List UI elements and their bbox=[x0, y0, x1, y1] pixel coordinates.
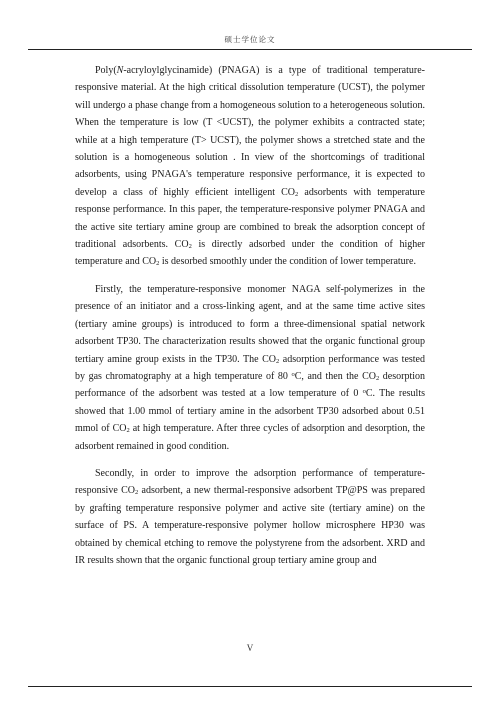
superscript: o bbox=[291, 370, 295, 378]
text-run: at high temperature. After three cycles of adsorption and desorption, the adsorbent remained in good condition. bbox=[75, 423, 425, 452]
subscript: 2 bbox=[275, 357, 280, 365]
page-number: V bbox=[246, 643, 254, 653]
subscript: 2 bbox=[295, 190, 299, 198]
footer-rule bbox=[28, 686, 472, 687]
paragraph bbox=[75, 62, 425, 271]
subscript: 2 bbox=[156, 260, 160, 268]
header-rule bbox=[28, 49, 472, 50]
subscript: 2 bbox=[188, 243, 192, 251]
text-run: Poly( bbox=[95, 65, 117, 76]
text-run: C. The results showed that 1.00 mmol of tertiary amine in the adsorbent TP30 adsorbed about 0.51 mmol of CO bbox=[75, 388, 425, 435]
subscript: 2 bbox=[126, 427, 130, 435]
running-header: 硕士学位论文 bbox=[224, 35, 276, 44]
text-run: Firstly, the temperature-responsive monomer NAGA self-polymerizes in the presence of an initiator and a cross-linking agent, and at the same time active sites (tertiary amine groups) is introduced to form a three-dimensional spatial network adsorbent TP30. The characterization results showed that the organic functional group tertiary amine group exists in the TP30. The CO bbox=[75, 283, 425, 365]
text-run: C, and then the CO bbox=[294, 370, 376, 382]
text-run: N bbox=[116, 65, 124, 76]
text-run: desorption performance of the adsorbent was tested at a low temperature of 0 bbox=[75, 370, 426, 400]
text-run: adsorption performance was tested by gas chromatography at a high temperature of 80 bbox=[75, 353, 425, 382]
subscript: 2 bbox=[134, 489, 139, 497]
text-run: is directly adsorbed under the condition of higher temperature and CO bbox=[75, 239, 425, 268]
text-run: adsorbent, a new thermal-responsive adsorbent TP@PS was prepared by grafting temperature responsive polymer and active site (tertiary amine) on the surface of PS. A temperature-responsive polymer hollow microsphere HP30 was obtained by chemical etching to remove the polystyrene from the adsorbent. XRD and IR results shown that the organic functional group tertiary amine group and bbox=[75, 485, 425, 566]
subscript: 2 bbox=[375, 374, 380, 382]
paragraph bbox=[75, 281, 425, 455]
text-run: is desorbed smoothly under the condition of lower temperature. bbox=[159, 256, 416, 268]
text-run: -acryloylglycinamide) (PNAGA) is a type of traditional temperature-responsive material. At the high critical dissolution temperature (UCST), the polymer will undergo a phase change from a homogeneous solution to a heterogeneous solution. When the temperature is low (T <UCST), the polymer exhibits a contracted state; while at a high temperature (T> UCST), the polymer shows a stretched state and the solution is a homogeneous solution . In view of the shortcomings of traditional adsorbents, using PNAGA's temperature responsive performance, it is expected to develop a class of highly efficient intelligent CO bbox=[75, 65, 426, 198]
paragraph bbox=[75, 465, 425, 569]
superscript: o bbox=[362, 388, 366, 396]
text-run: Secondly, in order to improve the adsorption performance of temperature-responsive CO bbox=[75, 467, 425, 497]
text-run: adsorbents with temperature response performance. In this paper, the temperature-responsive polymer PNAGA and the active site tertiary amine group are combined to break the adsorption concept of traditional adsorbents. CO bbox=[75, 186, 425, 251]
abstract-body bbox=[75, 62, 425, 579]
